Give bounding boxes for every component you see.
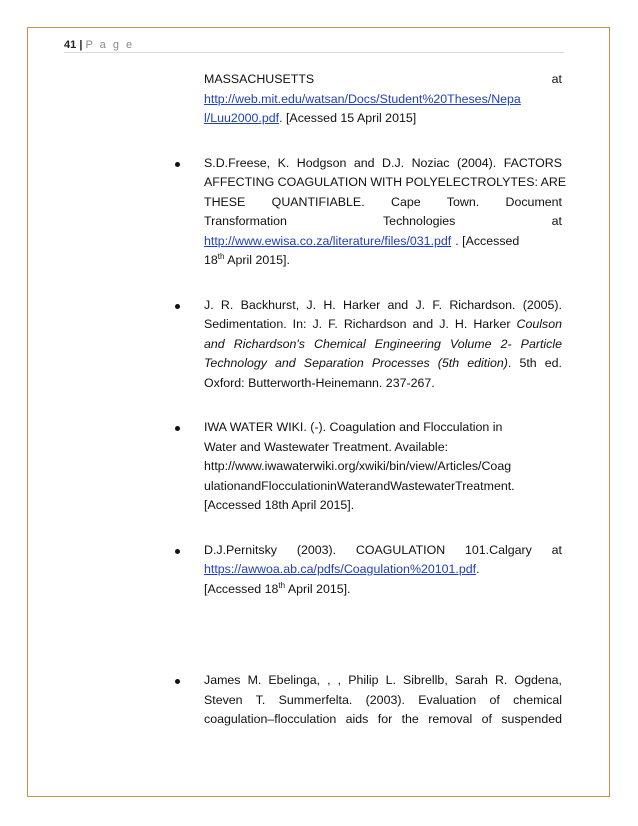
reference-item <box>204 671 562 730</box>
header-rule <box>64 52 564 53</box>
reference-line: THESE QUANTIFIABLE. Cape Town. Document <box>204 194 562 209</box>
reference-line: ulationandFlocculationinWaterandWastewaterTreatment. <box>204 478 515 493</box>
reference-line: Transformation Technologies at <box>204 214 562 228</box>
reference-item <box>204 418 562 516</box>
bullet-icon <box>175 426 180 431</box>
reference-item <box>204 296 562 394</box>
reference-line: IWA WATER WIKI. (-). Coagulation and Flocculation in <box>204 420 503 434</box>
reference-line: Water and Wastewater Treatment. Available: <box>204 439 449 454</box>
reference-continuation <box>204 70 562 129</box>
reference-line: [Accessed 18th April 2015]. <box>204 498 355 512</box>
references-list <box>204 70 567 730</box>
reference-item <box>204 541 562 600</box>
reference-line: MASSACHUSETTS at <box>204 72 562 86</box>
reference-line <box>204 90 562 110</box>
bullet-icon <box>175 549 180 554</box>
reference-line: and Richardson's Chemical Engineering Volume 2- Particle <box>204 336 562 351</box>
reference-line: Steven T. Summerfelta. (2003). Evaluation of chemical <box>204 692 562 707</box>
reference-link[interactable]: http://web.mit.edu/watsan/Docs/Student%20Theses/Nepa <box>204 91 521 106</box>
reference-link[interactable]: l/Luu2000.pdf <box>204 111 280 125</box>
reference-line: James M. Ebelinga, , , Philip L. Sibrellb, Sarah R. Ogdena, <box>204 673 562 687</box>
reference-line: coagulation–flocculation aids for the removal of suspended <box>204 712 562 726</box>
reference-line: Sedimentation. In: J. F. Richardson and J. H. Harker Coulson <box>204 317 562 331</box>
reference-link[interactable]: https://awwoa.ab.ca/pdfs/Coagulation%20101.pdf <box>204 562 477 576</box>
bullet-icon <box>175 162 180 167</box>
reference-line: 18th April 2015]. <box>204 251 290 267</box>
reference-link[interactable]: http://www.ewisa.co.za/literature/files/031.pdf <box>204 233 452 248</box>
page-label: P a g e <box>85 39 135 51</box>
reference-line: http://www.iwawaterwiki.org/xwiki/bin/view/Articles/Coag <box>204 459 512 473</box>
reference-line: Technology and Separation Processes (5th edition). 5th ed. <box>204 356 562 370</box>
bullet-icon <box>175 304 180 309</box>
header-separator: | <box>79 39 83 51</box>
reference-line: AFFECTING COAGULATION WITH POLYELECTROLYTES: ARE <box>204 175 567 189</box>
reference-line: [Accessed 18th April 2015]. <box>204 580 351 596</box>
reference-line: D.J.Pernitsky (2003). COAGULATION 101.Calgary at <box>204 542 562 557</box>
reference-item <box>204 154 567 271</box>
reference-line: S.D.Freese, K. Hodgson and D.J. Noziac (2004). FACTORS <box>204 155 562 170</box>
bullet-icon <box>175 679 180 684</box>
page-number: 41 <box>64 39 77 51</box>
reference-line: J. R. Backhurst, J. H. Harker and J. F. Richardson. (2005). <box>204 297 562 312</box>
reference-line: Oxford: Butterworth-Heinemann. 237-267. <box>204 375 435 390</box>
reference-line: l/Luu2000.pdf. [Acessed 15 April 2015] <box>204 111 417 125</box>
reference-line: https://awwoa.ab.ca/pdfs/Coagulation%20101.pdf. <box>204 562 480 576</box>
reference-line: http://www.ewisa.co.za/literature/files/031.pdf . [Accessed <box>204 233 520 248</box>
page-header <box>64 39 134 51</box>
